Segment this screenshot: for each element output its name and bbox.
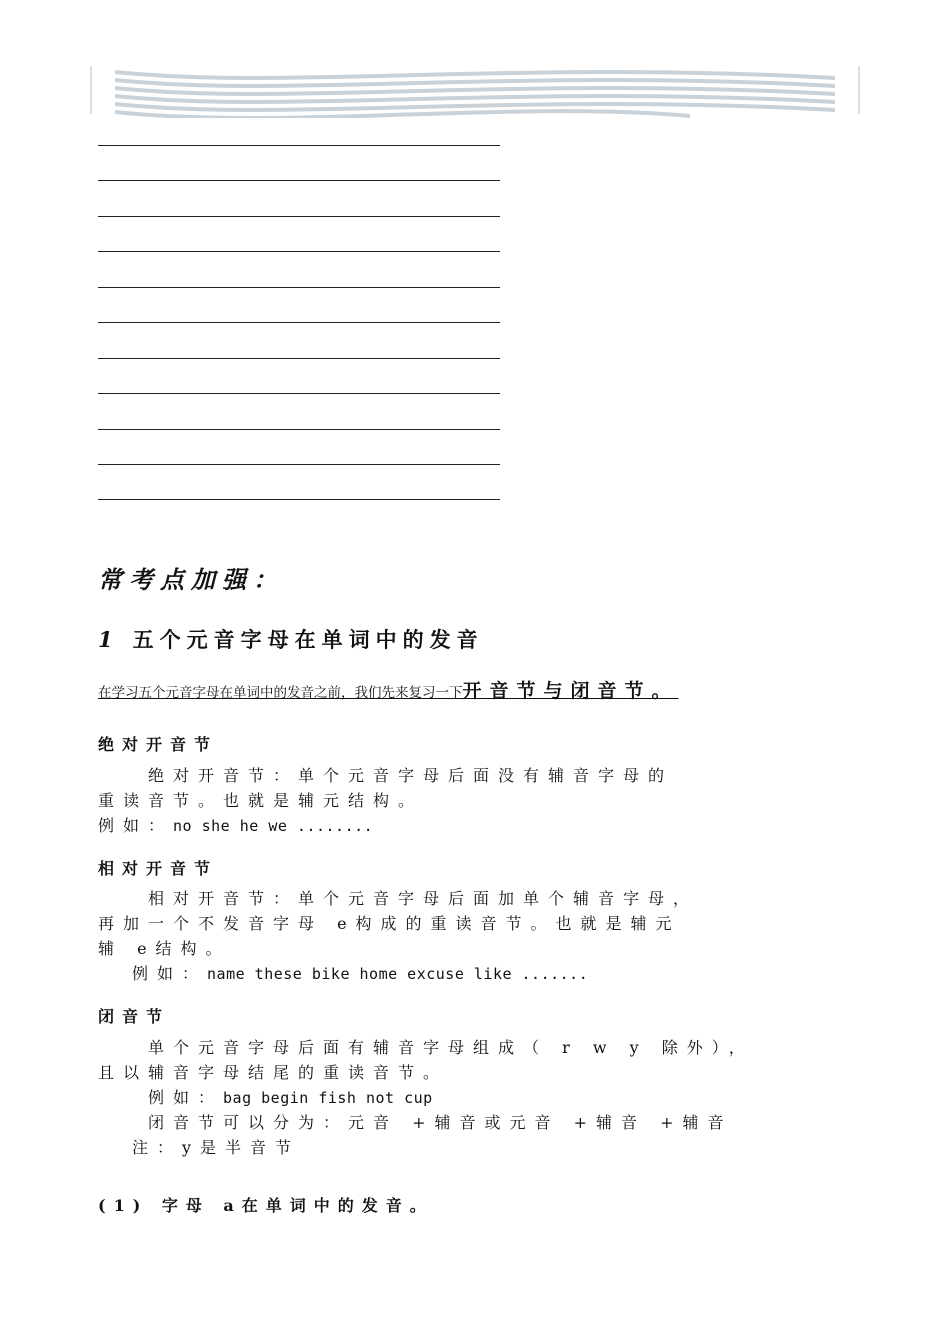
closed-heading: 闭音节 bbox=[98, 1007, 171, 1026]
closed-line1: 单个元音字母后面有辅音字母组成（ r w y 除外）， bbox=[148, 1038, 754, 1057]
writing-line bbox=[98, 464, 500, 465]
example-prefix: 例如： bbox=[132, 964, 208, 983]
closed-note: 注：y是半音节 bbox=[132, 1138, 301, 1157]
writing-line bbox=[98, 322, 500, 323]
example-words: no she he we ........ bbox=[173, 817, 374, 835]
writing-line bbox=[98, 358, 500, 359]
writing-line bbox=[98, 145, 500, 146]
writing-line bbox=[98, 393, 500, 394]
example-words: bag begin fish not cup bbox=[223, 1089, 433, 1107]
topic-title-text: 五个元音字母在单词中的发音 bbox=[132, 627, 484, 652]
writing-line bbox=[98, 216, 500, 217]
writing-line bbox=[98, 429, 500, 430]
absolute-open-line2: 重读音节。也就是辅元结构。 bbox=[98, 791, 424, 810]
absolute-open-example bbox=[98, 813, 373, 836]
relative-open-heading: 相对开音节 bbox=[98, 859, 219, 878]
relative-open-line1: 相对开音节：单个元音字母后面加单个辅音字母， bbox=[148, 889, 699, 908]
section-heading: 常考点加强： bbox=[98, 565, 284, 594]
writing-line bbox=[98, 251, 500, 252]
intro-text: 在学习五个元音字母在单词中的发音之前，我们先来复习一下 bbox=[98, 685, 463, 701]
closed-line2: 且以辅音字母结尾的重读音节。 bbox=[98, 1063, 449, 1082]
example-prefix: 例如： bbox=[98, 816, 174, 835]
intro-emphasis: 开音节与闭音节。 bbox=[462, 680, 679, 702]
absolute-open-line1: 绝对开音节：单个元音字母后面没有辅音字母的 bbox=[148, 766, 674, 785]
relative-open-line2: 再加一个不发音字母 e构成的重读音节。也就是辅元 bbox=[98, 914, 681, 933]
subsection-heading: (1) 字母 a在单词中的发音。 bbox=[98, 1196, 434, 1215]
writing-line bbox=[98, 499, 500, 500]
example-prefix: 例如： bbox=[148, 1088, 224, 1107]
writing-line bbox=[98, 287, 500, 288]
writing-line bbox=[98, 180, 500, 181]
header-wave-decoration bbox=[90, 66, 860, 118]
absolute-open-heading: 绝对开音节 bbox=[98, 735, 219, 754]
relative-open-line3: 辅 e结构。 bbox=[98, 939, 231, 958]
intro-line bbox=[98, 676, 818, 703]
topic-number: 1 bbox=[98, 627, 119, 652]
relative-open-example bbox=[132, 961, 588, 984]
closed-types: 闭音节可以分为：元音 +辅音或元音 +辅音 +辅音 bbox=[148, 1113, 733, 1132]
closed-example bbox=[148, 1085, 433, 1108]
example-words: name these bike home excuse like ....... bbox=[207, 965, 589, 983]
topic-title bbox=[98, 624, 484, 654]
